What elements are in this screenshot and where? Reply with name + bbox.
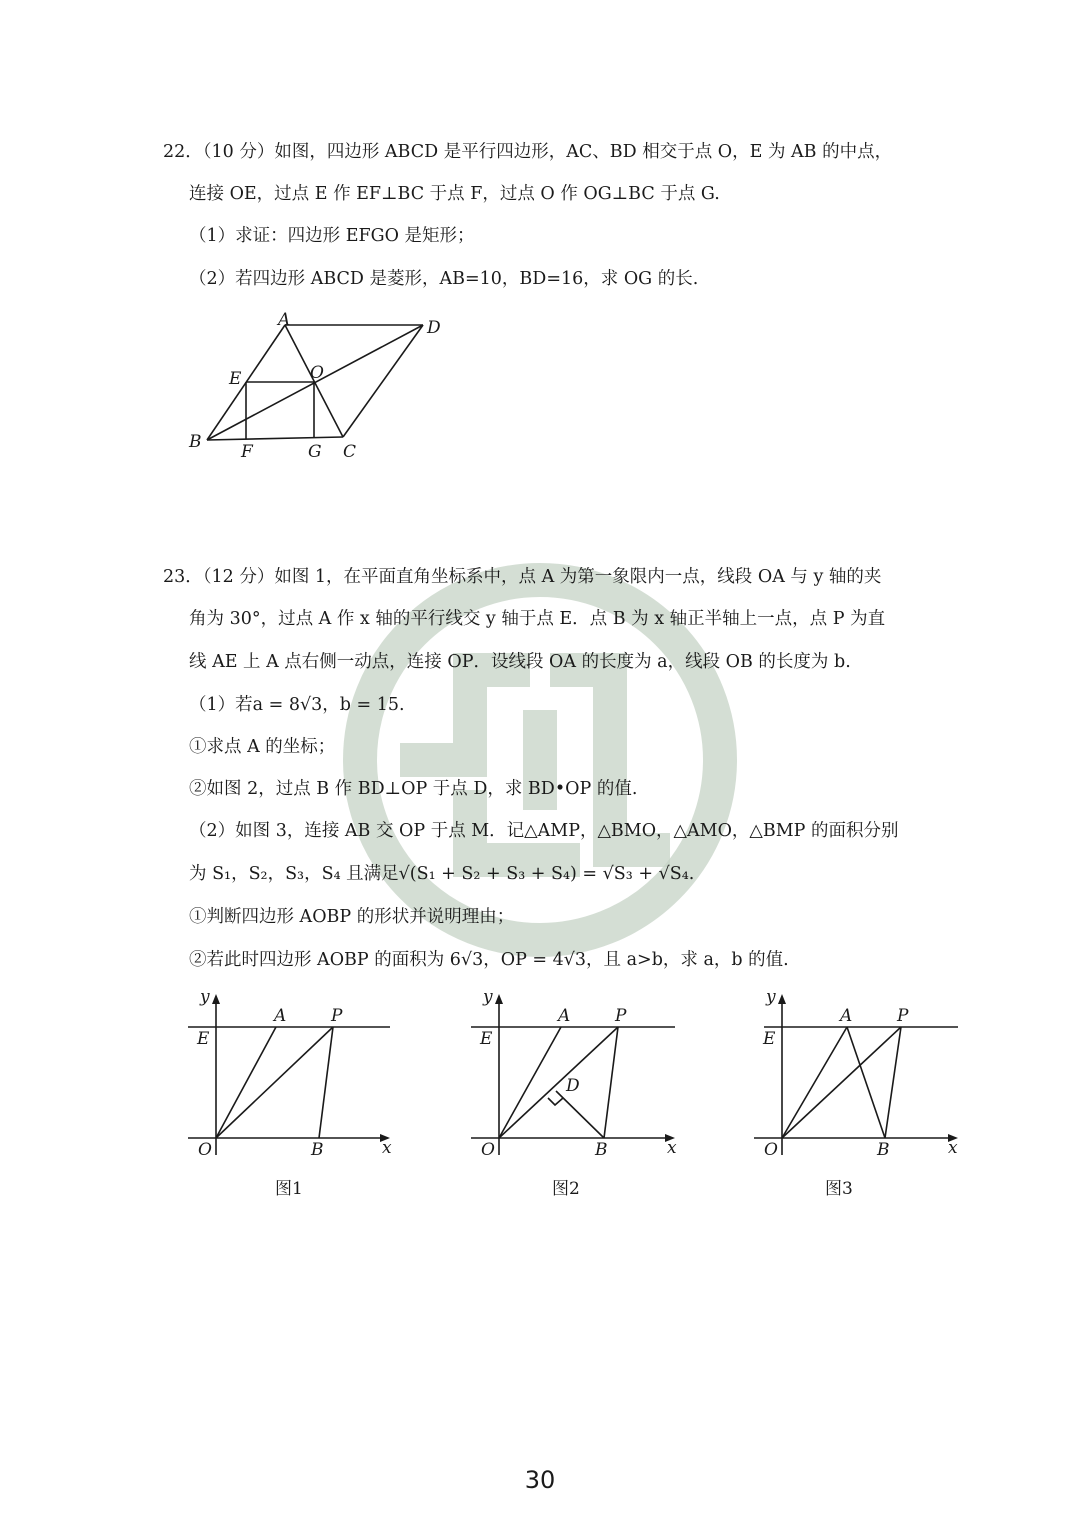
fig1-label-y: y — [200, 987, 210, 1007]
q22-label-d: D — [427, 318, 441, 338]
q22-part-1: （1）求证：四边形 EFGO 是矩形； — [189, 226, 475, 246]
q22-label-e: E — [229, 369, 242, 389]
fig2-label-a: A — [558, 1006, 571, 1026]
q22-line-1: 22．（10 分）如图，四边形 ABCD 是平行四边形，AC、BD 相交于点 O，E 为 AB 的中点， — [163, 142, 893, 162]
fig2-label-o: O — [481, 1140, 495, 1160]
fig3-label-o: O — [764, 1140, 778, 1160]
fig3-label-y: y — [766, 987, 776, 1007]
q23-line-1: 23．（12 分）如图 1，在平面直角坐标系中，点 A 为第一象限内一点，线段 OA 与 y 轴的夹 — [163, 567, 882, 587]
q22-parallelogram-figure — [185, 305, 455, 470]
q23-part-2: （2）如图 3，连接 AB 交 OP 于点 M．记△AMP，△BMO，△AMO，△BMP 的面积分别 — [189, 821, 899, 841]
fig1-label-e: E — [197, 1029, 210, 1049]
fig2-label-p: P — [615, 1006, 627, 1026]
fig3-label-e: E — [763, 1029, 776, 1049]
q22-label-f: F — [241, 442, 253, 462]
fig3-label-p: P — [897, 1006, 909, 1026]
q22-label-a: A — [278, 310, 291, 330]
q22-line-2: 连接 OE，过点 E 作 EF⊥BC 于点 F，过点 O 作 OG⊥BC 于点 G. — [189, 184, 720, 204]
q22-label-o: O — [310, 363, 324, 383]
q23-line-2: 角为 30°，过点 A 作 x 轴的平行线交 y 轴于点 E．点 B 为 x 轴正半轴上一点，点 P 为直 — [189, 609, 886, 629]
fig2-label-y: y — [483, 987, 493, 1007]
q22-label-g: G — [308, 442, 322, 462]
q22-part-2: （2）若四边形 ABCD 是菱形，AB=10，BD=16，求 OG 的长. — [189, 269, 699, 289]
fig1-label-o: O — [198, 1140, 212, 1160]
q23-part-1-sub-2: ②如图 2，过点 B 作 BD⊥OP 于点 D，求 BD•OP 的值. — [189, 779, 638, 799]
figure-3-caption: 图3 — [825, 1179, 853, 1199]
page-number: 30 — [524, 1466, 556, 1494]
q23-figure-3 — [751, 985, 966, 1160]
q22-label-b: B — [189, 432, 202, 452]
fig1-label-a: A — [274, 1006, 287, 1026]
fig1-label-b: B — [311, 1140, 324, 1160]
q23-part-1-sub-1: ①求点 A 的坐标； — [189, 737, 336, 757]
fig3-label-a: A — [840, 1006, 853, 1026]
fig3-label-b: B — [877, 1140, 890, 1160]
q22-label-c: C — [343, 442, 357, 462]
fig3-label-x: x — [948, 1138, 958, 1158]
q23-figure-1 — [185, 985, 400, 1160]
fig2-label-x: x — [667, 1138, 677, 1158]
q23-part-2-sub-1: ①判断四边形 AOBP 的形状并说明理由； — [189, 907, 515, 927]
q23-line-3: 线 AE 上 A 点右侧一动点，连接 OP．设线段 OA 的长度为 a，线段 OB 的长度为 b. — [189, 652, 851, 672]
figure-1-caption: 图1 — [275, 1179, 303, 1199]
q23-figure-2 — [468, 985, 683, 1160]
fig1-label-p: P — [331, 1006, 343, 1026]
q23-part-2-condition: 为 S₁，S₂，S₃，S₄ 且满足√(S₁ + S₂ + S₃ + S₄) = √S₃ + √S₄. — [189, 864, 695, 884]
fig2-label-b: B — [595, 1140, 608, 1160]
fig2-label-e: E — [480, 1029, 493, 1049]
q23-part-2-sub-2: ②若此时四边形 AOBP 的面积为 6√3，OP = 4√3，且 a>b，求 a，b 的值. — [189, 950, 789, 970]
fig1-label-x: x — [382, 1138, 392, 1158]
q23-part-1: （1）若a = 8√3，b = 15. — [189, 695, 405, 715]
fig2-label-d: D — [566, 1076, 580, 1096]
figure-2-caption: 图2 — [552, 1179, 580, 1199]
